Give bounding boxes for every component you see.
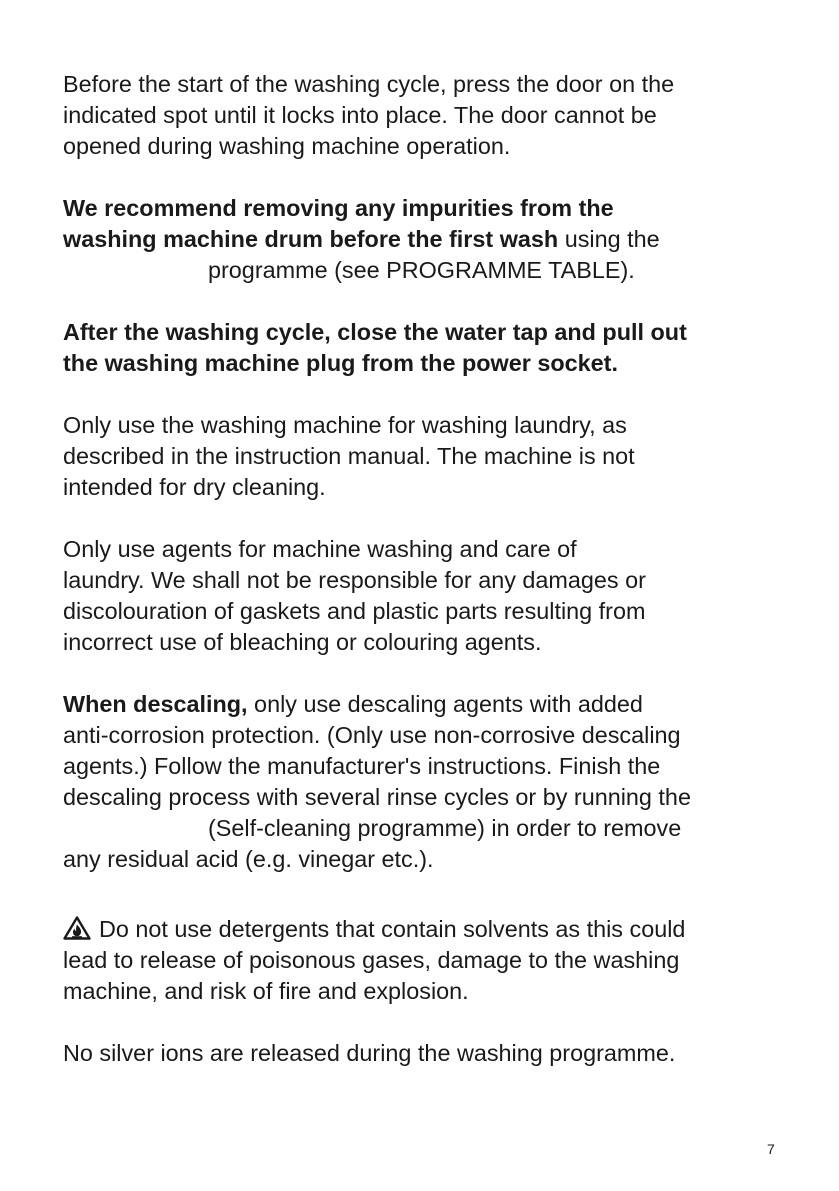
text-line: machine, and risk of fire and explosion. (63, 978, 469, 1004)
text-line: incorrect use of bleaching or colouring agents. (63, 629, 542, 655)
text-fragment: programme (see PROGRAMME TABLE). (208, 257, 635, 283)
text-line: anti-corrosion protection. (Only use non-corrosive descaling (63, 722, 681, 748)
door-lock-paragraph (63, 69, 773, 162)
text-line-bold: the washing machine plug from the power socket. (63, 350, 618, 376)
text-line-bold: After the washing cycle, close the water tap and pull out (63, 319, 687, 345)
text-fragment: only use descaling agents with added (247, 691, 643, 717)
silver-ions-paragraph (63, 1038, 773, 1069)
bold-phrase: When descaling, (63, 691, 248, 717)
manual-page-content (63, 69, 773, 1069)
text-line: Before the start of the washing cycle, press the door on the (63, 71, 675, 97)
text-line: descaling process with several rinse cycles or by running the (63, 784, 691, 810)
text-line: described in the instruction manual. The machine is not (63, 443, 635, 469)
descaling-paragraph (63, 689, 773, 875)
after-cycle-paragraph (63, 317, 773, 379)
drum-cleaning-paragraph (63, 193, 773, 286)
text-fragment: Do not use detergents that contain solvents as this could (99, 916, 686, 942)
intended-use-paragraph (63, 410, 773, 503)
text-fragment: using the (558, 226, 660, 252)
text-line: agents.) Follow the manufacturer's instructions. Finish the (63, 753, 661, 779)
text-line (63, 689, 773, 720)
text-line (63, 224, 773, 255)
text-line: opened during washing machine operation. (63, 133, 511, 159)
text-line: any residual acid (e.g. vinegar etc.). (63, 846, 434, 872)
text-line: discolouration of gaskets and plastic parts resulting from (63, 598, 646, 624)
text-line: lead to release of poisonous gases, damage to the washing (63, 947, 680, 973)
text-line (63, 255, 773, 286)
text-line-bold: We recommend removing any impurities from the (63, 195, 614, 221)
text-fragment: (Self-cleaning programme) in order to remove (208, 815, 682, 841)
bold-phrase: washing machine drum before the first wash (63, 226, 559, 252)
page-number: 7 (767, 1141, 775, 1157)
text-line (63, 914, 773, 945)
washing-agents-paragraph (63, 534, 773, 658)
text-line (63, 813, 773, 844)
text-line: Only use the washing machine for washing laundry, as (63, 412, 627, 438)
solvent-warning-paragraph (63, 914, 773, 1007)
text-line: indicated spot until it locks into place. The door cannot be (63, 102, 657, 128)
fire-warning-triangle-icon (63, 916, 91, 940)
text-line: laundry. We shall not be responsible for any damages or (63, 567, 646, 593)
text-line: No silver ions are released during the washing programme. (63, 1040, 676, 1066)
text-line: intended for dry cleaning. (63, 474, 326, 500)
text-line: Only use agents for machine washing and care of (63, 536, 577, 562)
